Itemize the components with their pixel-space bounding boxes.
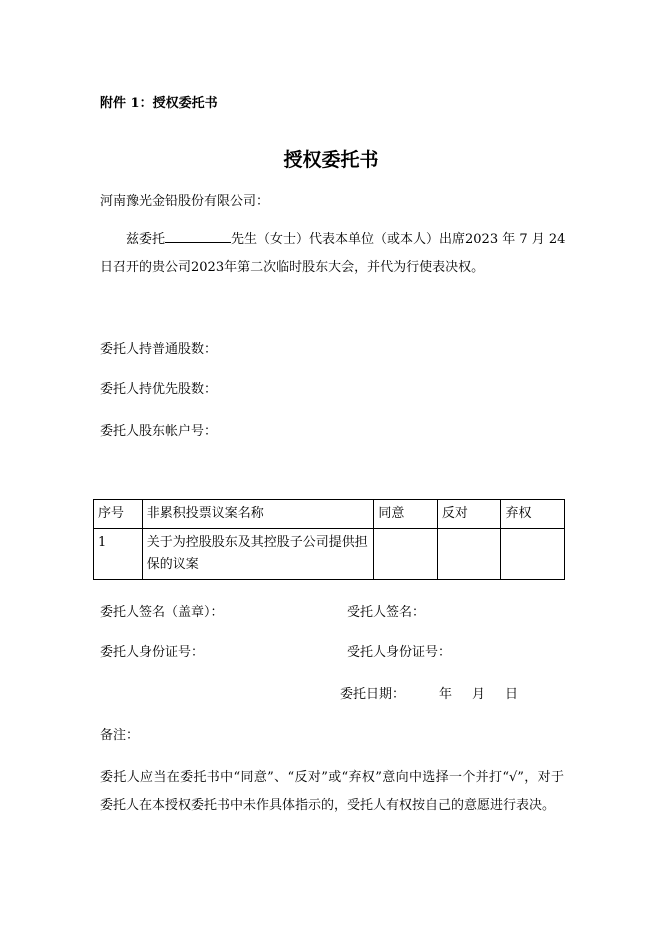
date-label: 委托日期： — [340, 687, 406, 702]
paragraph-suffix: 先生（女士）代表本单位（或本人）出席2023 年 7 月 24 — [231, 232, 566, 247]
principal-signature-field[interactable]: 委托人签名（盖章）： — [100, 605, 224, 620]
agree-cell[interactable] — [374, 529, 438, 580]
oppose-cell[interactable] — [437, 529, 501, 580]
agent-id-field[interactable]: 受托人身份证号： — [347, 645, 452, 660]
date-year: 年 — [439, 687, 453, 702]
paragraph-line-1 — [126, 228, 565, 247]
row-no: 1 — [94, 529, 143, 580]
table-header-row — [94, 500, 565, 529]
remark-label: 备注： — [100, 728, 140, 743]
agent-signature-field[interactable]: 受托人签名： — [347, 605, 426, 620]
principal-id-field[interactable]: 委托人身份证号： — [100, 645, 205, 660]
remark-text: 委托人应当在委托书中“同意”、“反对”或“弃权”意向中选择一个并打“√”，对于委托人在本授权委托书中未作具体指示的，受托人有权按自己的意愿进行表决。 — [100, 770, 564, 813]
proxy-name-blank[interactable] — [165, 230, 231, 243]
date-month: 月 — [472, 687, 486, 702]
header-agree: 同意 — [374, 500, 438, 529]
table-row — [94, 529, 565, 580]
header-proposal-name: 非累积投票议案名称 — [142, 500, 374, 529]
document-title: 授权委托书 — [283, 149, 379, 171]
preferred-shares-field[interactable]: 委托人持优先股数： — [100, 382, 218, 397]
account-number-field[interactable]: 委托人股东帐户号： — [100, 424, 218, 439]
attachment-label: 附件 1：授权委托书 — [100, 96, 218, 111]
addressee: 河南豫光金铅股份有限公司： — [100, 194, 270, 209]
header-no: 序号 — [94, 500, 143, 529]
common-shares-field[interactable]: 委托人持普通股数： — [100, 342, 218, 357]
date-field[interactable] — [340, 683, 518, 702]
header-oppose: 反对 — [437, 500, 501, 529]
header-abstain: 弃权 — [501, 500, 565, 529]
voting-table — [93, 499, 565, 580]
paragraph-prefix: 兹委托 — [126, 232, 166, 247]
date-day: 日 — [505, 687, 519, 702]
paragraph-line-2: 日召开的贵公司2023年第二次临时股东大会，并代为行使表决权。 — [100, 260, 485, 275]
abstain-cell[interactable] — [501, 529, 565, 580]
row-proposal-name: 关于为控股股东及其控股子公司提供担保的议案 — [142, 529, 374, 580]
